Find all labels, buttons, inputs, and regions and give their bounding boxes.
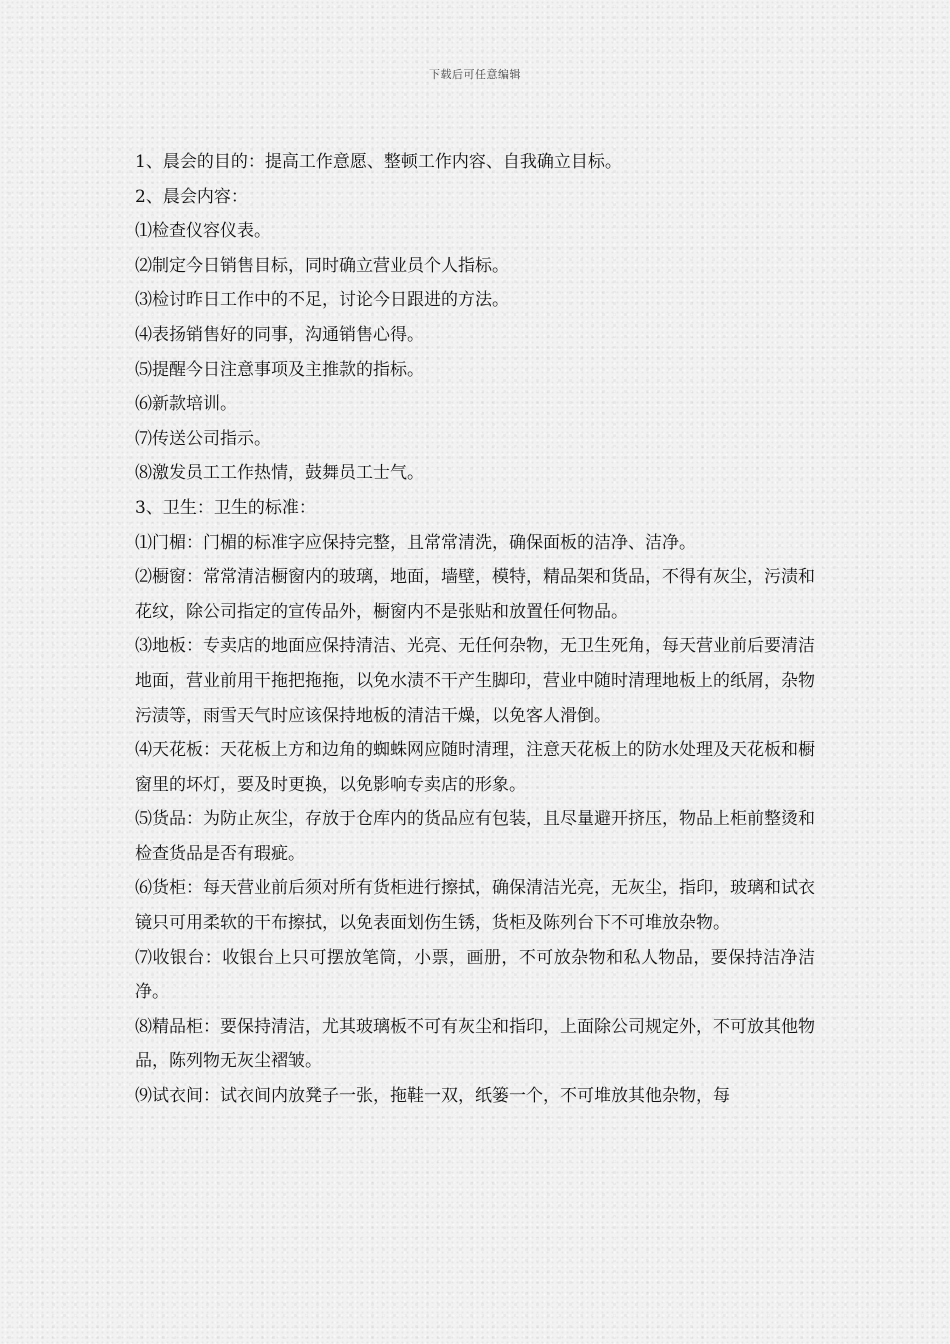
list-item: ⑼试衣间：试衣间内放凳子一张，拖鞋一双，纸篓一个，不可堆放其他杂物，每	[135, 1086, 730, 1107]
list-item: ⑵制定今日销售目标，同时确立营业员个人指标。	[135, 255, 509, 276]
list-item: ⑺收银台：收银台上只可摆放笔筒，小票，画册，不可放杂物和私人物品，要保持洁净洁净。	[135, 947, 815, 1003]
list-item: ⑻激发员工工作热情，鼓舞员工士气。	[135, 463, 424, 484]
page-header: 下载后可任意编辑	[429, 68, 521, 81]
list-item: ⑷天花板：天花板上方和边角的蜘蛛网应随时清理，注意天花板上的防水处理及天花板和橱窗里的坏灯，要及时更换，以免影响专卖店的形象。	[135, 740, 815, 795]
list-item: ⑺传送公司指示。	[135, 428, 271, 449]
list-item: ⑸货品：为防止灰尘，存放于仓库内的货品应有包装，且尽量避开挤压，物品上柜前整烫和检查货品是否有瑕疵。	[135, 809, 815, 864]
list-item: ⑶检讨昨日工作中的不足，讨论今日跟进的方法。	[135, 290, 509, 311]
list-item: ⑹货柜：每天营业前后须对所有货柜进行擦拭，确保清洁光亮，无灰尘，指印，玻璃和试衣镜只可用柔软的干布擦拭，以免表面划伤生锈，货柜及陈列台下不可堆放杂物。	[135, 878, 815, 934]
paragraph-meeting-purpose: 1、晨会的目的：提高工作意愿、整顿工作内容、自我确立目标。	[135, 152, 622, 172]
document-body	[135, 145, 815, 1114]
paragraph-meeting-content-heading: 2、晨会内容：	[135, 186, 248, 207]
list-item: ⑴门楣：门楣的标准字应保持完整，且常常清洗，确保面板的洁净、洁净。	[135, 532, 696, 553]
paragraph-hygiene-heading: 3、卫生：卫生的标准：	[135, 497, 316, 518]
list-item: ⑷表扬销售好的同事，沟通销售心得。	[135, 324, 424, 345]
list-item: ⑻精品柜：要保持清洁，尤其玻璃板不可有灰尘和指印，上面除公司规定外，不可放其他物品，陈列物无灰尘褶皱。	[135, 1016, 815, 1072]
list-item: ⑴检查仪容仪表。	[135, 221, 271, 242]
list-item: ⑸提醒今日注意事项及主推款的指标。	[135, 359, 424, 380]
list-item: ⑶地板：专卖店的地面应保持清洁、光亮、无任何杂物，无卫生死角，每天营业前后要清洁地面，营业前用干拖把拖拖，以免水渍不干产生脚印，营业中随时清理地板上的纸屑，杂物污渍等，雨雪天气时应该保持地板的清洁干燥，以免客人滑倒。	[135, 636, 815, 726]
list-item: ⑵橱窗：常常清洁橱窗内的玻璃，地面，墙壁，模特，精品架和货品，不得有灰尘，污渍和花纹，除公司指定的宣传品外，橱窗内不是张贴和放置任何物品。	[135, 567, 815, 622]
list-item: ⑹新款培训。	[135, 394, 237, 415]
